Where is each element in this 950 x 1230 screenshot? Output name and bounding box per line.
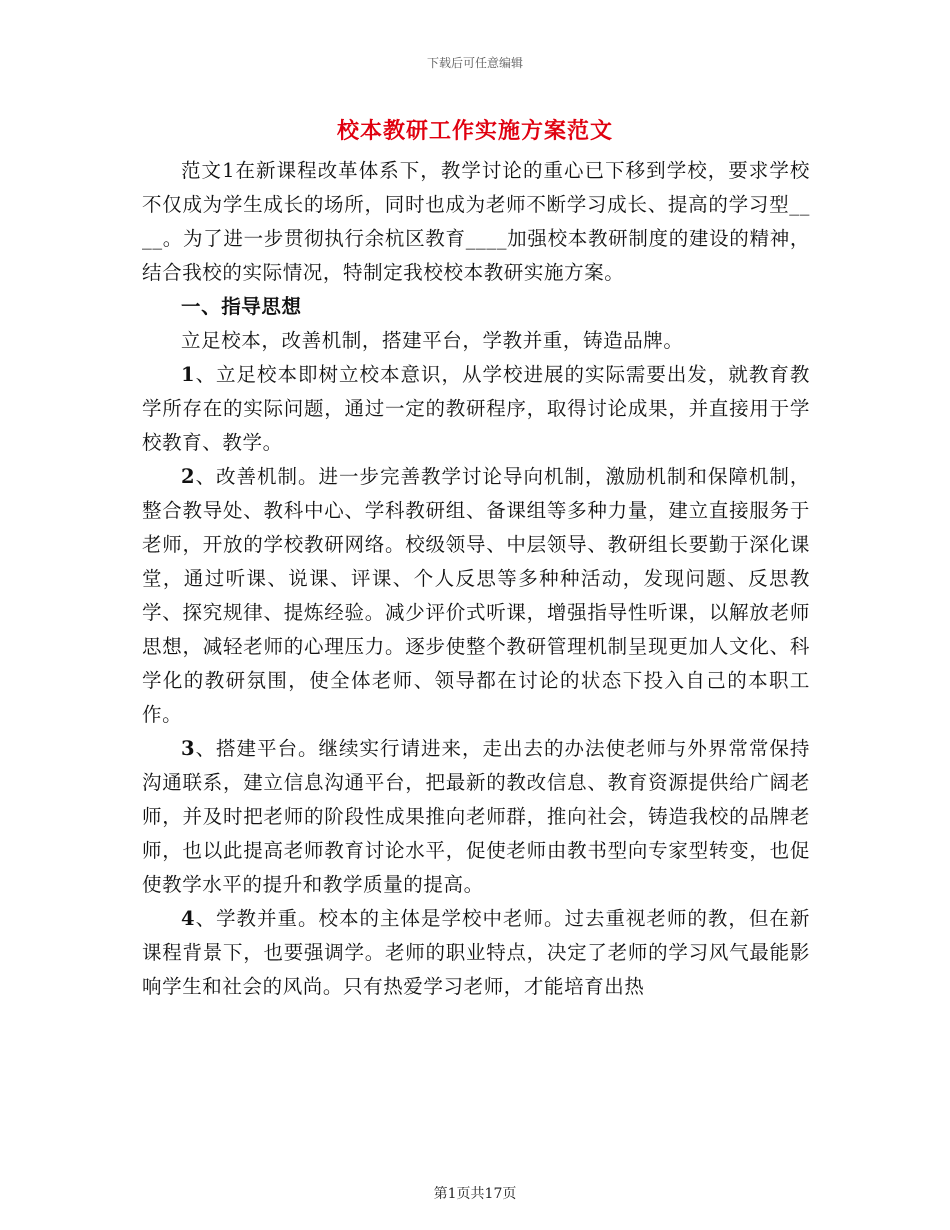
item-number: 1 — [181, 363, 196, 386]
item-number: 4 — [181, 907, 196, 930]
list-item — [142, 460, 810, 732]
list-item — [142, 732, 810, 902]
item-text: 、立足校本即树立校本意识，从学校进展的实际需要出发，就教育教学所存在的实际问题，通过一定的教研程序，取得讨论成果，并直接用于学校教育、教学。 — [142, 363, 810, 454]
item-text: 、改善机制。进一步完善教学讨论导向机制，激励机制和保障机制，整合教导处、教科中心、学科教研组、备课组等多种力量，建立直接服务于老师，开放的学校教研网络。校级领导、中层领导、教研组长要勤于深化课堂，通过听课、说课、评课、个人反思等多种种活动，发现问题、反思教学、探究规律、提炼经验。减少评价式听课，增强指导性听课，以解放老师思想，减轻老师的心理压力。逐步使整个教研管理机制呈现更加人文化、科学化的教研氛围，使全体老师、领导都在讨论的状态下投入自己的本职工作。 — [142, 465, 810, 726]
list-item — [142, 902, 810, 1004]
intro-paragraph: 范文1在新课程改革体系下，教学讨论的重心已下移到学校，要求学校不仅成为学生成长的场所，同时也成为老师不断学习成长、提高的学习型____。为了进一步贯彻执行余杭区教育____加强校本教研制度的建设的精神，结合我校的实际情况，特制定我校校本教研实施方案。 — [142, 159, 810, 284]
item-number: 3 — [181, 737, 196, 760]
section-heading-guiding-ideology: 一、指导思想 — [181, 295, 302, 318]
item-text: 、搭建平台。继续实行请进来，走出去的办法使老师与外界常常保持沟通联系，建立信息沟通平台，把最新的教改信息、教育资源提供给广阔老师，并及时把老师的阶段性成果推向老师群，推向社会，铸造我校的品牌老师，也以此提高老师教育讨论水平，促使老师由教书型向专家型转变，也促使教学水平的提升和教学质量的提高。 — [142, 737, 810, 896]
document-body — [142, 154, 810, 1004]
guiding-summary: 立足校本，改善机制，搭建平台，学教并重，铸造品牌。 — [181, 329, 684, 352]
item-text: 、学教并重。校本的主体是学校中老师。过去重视老师的教，但在新课程背景下，也要强调学。老师的职业特点，决定了老师的学习风气最能影响学生和社会的风尚。只有热爱学习老师，才能培育出热 — [142, 907, 810, 998]
list-item — [142, 358, 810, 460]
item-number: 2 — [181, 465, 196, 488]
page-header-note: 下载后可任意编辑 — [426, 56, 523, 70]
document-title: 校本教研工作实施方案范文 — [336, 118, 613, 144]
page-number-footer: 第1页共17页 — [433, 1186, 517, 1202]
